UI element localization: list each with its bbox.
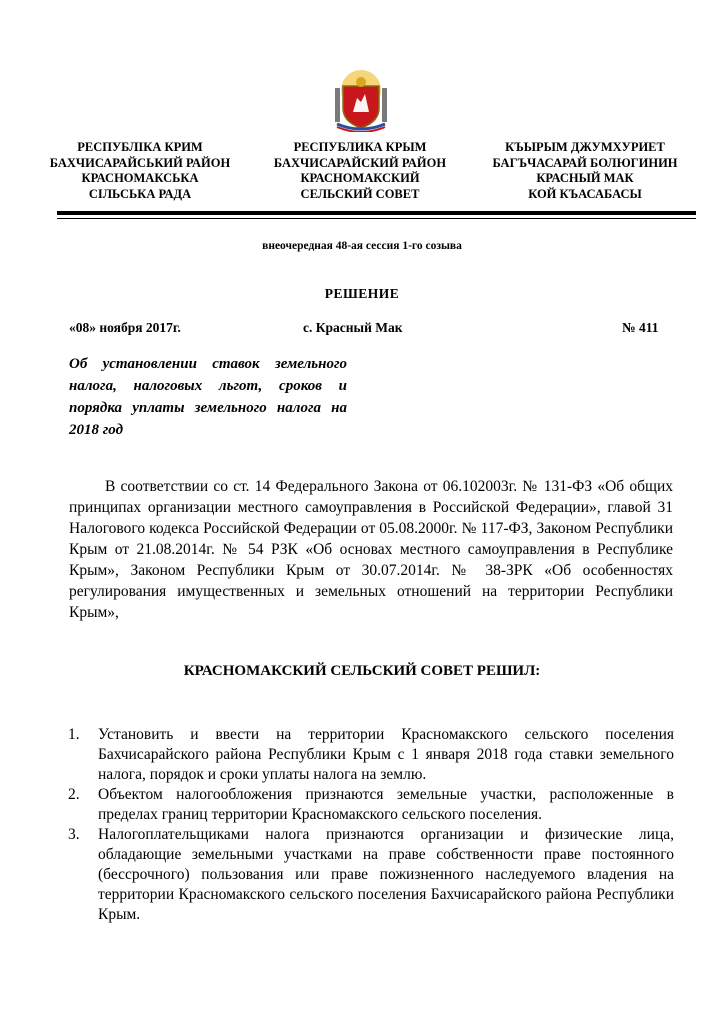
header-russian: РЕСПУБЛИКА КРЫМ БАХЧИСАРАЙСКИЙ РАЙОН КРАСНОМАКСКИЙ СЕЛЬСКИЙ СОВЕТ — [273, 140, 447, 201]
coat-of-arms-emblem — [331, 68, 391, 132]
preamble-paragraph: В соответствии со ст. 14 Федерального Закона от 06.102003г. № 131-ФЗ «Об общих принципах организации местного самоуправления в Российской Федерации», главой 31 Налогового кодекса Российской Федерации от 05.08.2000г. № 117-ФЗ, Законом Республики Крым от 21.08.2014г. № 54 РЗК «Об основах местного самоуправления в Республике Крым», Законом Республики Крым от 30.07.2014г. № 38-ЗРК «Об особенностях регулирования имущественных и земельных отношений на территории Республики Крым», — [69, 478, 673, 621]
header-divider-thin — [57, 218, 696, 219]
list-item — [68, 825, 674, 925]
decision-items-list — [68, 725, 674, 925]
header-divider-thick — [57, 211, 696, 215]
list-item-number: 2. — [68, 786, 80, 803]
decision-title: РЕШЕНИЕ — [324, 286, 400, 301]
session-line: внеочередная 48-ая сессия 1-го созыва — [262, 240, 462, 252]
decision-subject: Об установлении ставок земельного налога, налоговых льгот, сроков и порядка уплаты земельного налога на 2018 год — [69, 356, 347, 438]
header-ukrainian: РЕСПУБЛІКА КРИМ БАХЧИСАРАЙСЬКИЙ РАЙОН КРАСНОМАКСЬКА СІЛЬСЬКА РАДА — [49, 140, 231, 201]
letterhead — [40, 140, 690, 202]
list-item — [68, 785, 674, 825]
decision-number: № 411 — [622, 320, 659, 335]
list-item-text: Установить и ввести на территории Красномакского сельского поселения Бахчисарайского района Республики Крым с 1 января 2018 года ставки земельного налога, порядок и сроки уплаты налога на землю. — [98, 726, 674, 783]
resolved-heading: КРАСНОМАКСКИЙ СЕЛЬСКИЙ СОВЕТ РЕШИЛ: — [183, 663, 541, 679]
list-item-number: 1. — [68, 726, 80, 743]
header-crimean-tatar: КЪЫРЫМ ДЖУМХУРИЕТ БАГЪЧАСАРАЙ БОЛЮГИНИН КРАСНЫЙ МАК КОЙ КЪАСАБАСЫ — [492, 140, 678, 201]
decision-date: «08» ноября 2017г. — [69, 320, 181, 335]
list-item — [68, 725, 674, 785]
list-item-text: Налогоплательщиками налога признаются организации и физические лица, обладающие земельными участками на праве собственности праве постоянного (бессрочного) пользования или праве пожизненного наследуемого владения на территории Красномакского сельского поселения Бахчисарайского района Республики Крым. — [98, 826, 674, 923]
list-item-text: Объектом налогообложения признаются земельные участки, расположенные в пределах границ территории Красномакского сельского поселения. — [98, 786, 674, 823]
decision-place: с. Красный Мак — [303, 320, 403, 335]
list-item-number: 3. — [68, 826, 80, 843]
